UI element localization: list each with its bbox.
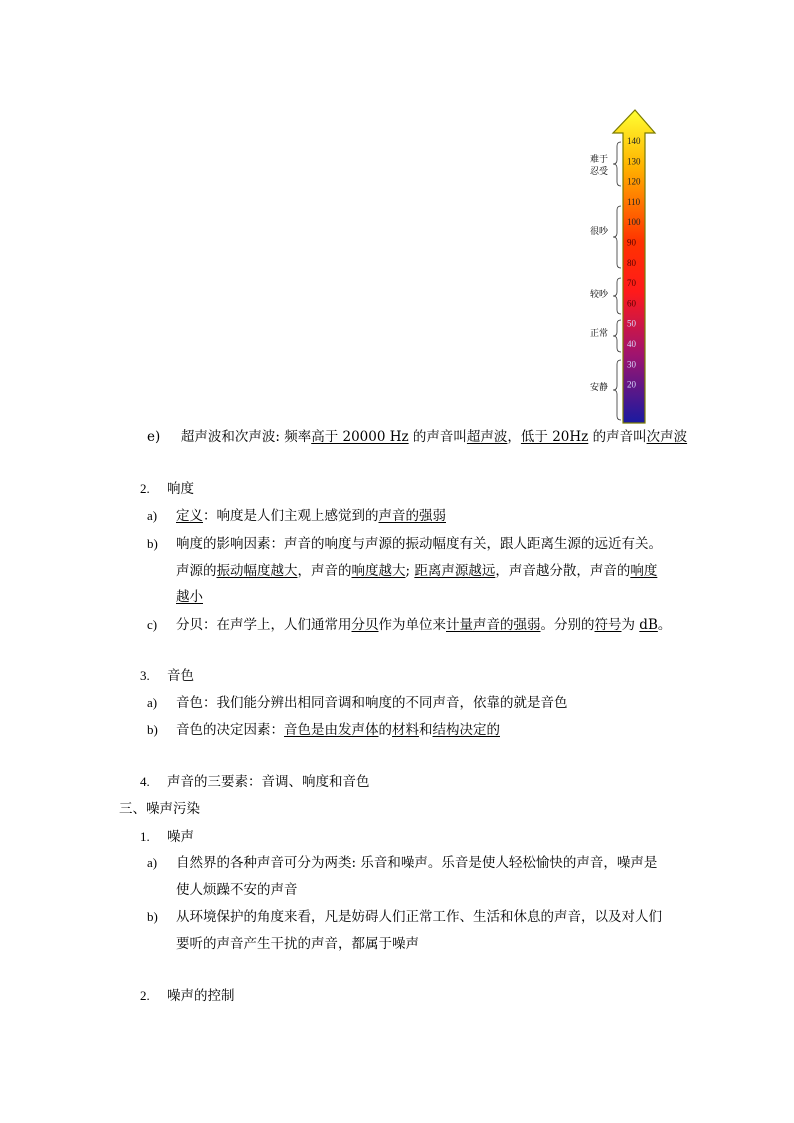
section-number: 1. [140, 829, 150, 844]
loudness-definition: 定义：响度是人们主观上感觉到的声音的强弱 [176, 508, 446, 524]
scale-tick-label: 90 [627, 237, 636, 248]
section-number: 2. [140, 988, 150, 1003]
noise-env-line2: 要听的声音产生干扰的声音，都属于噪声 [176, 936, 419, 952]
section-title-noise-control: 噪声的控制 [167, 988, 235, 1004]
scale-category-label: 安静 [590, 383, 609, 393]
scale-tick-label: 130 [627, 156, 641, 167]
scale-tick-label: 80 [627, 257, 636, 268]
item-e-ultrasound: e) 超声波和次声波: 频率高于 20000 Hz 的声音叫超声波，低于 20Hz 的声音叫次声波 [147, 429, 688, 445]
scale-tick-label: 60 [627, 298, 636, 309]
timbre-factors: 音色的决定因素：音色是由发声体的材料和结构决定的 [176, 722, 500, 738]
loudness-factors-line3: 越小 [176, 589, 203, 605]
noise-def-line2: 使人烦躁不安的声音 [176, 882, 298, 898]
loudness-factors-line1: 响度的影响因素：声音的响度与声源的振动幅度有关，跟人距离生源的远近有关。 [176, 536, 662, 552]
scale-category-label: 正常 [590, 329, 609, 339]
scale-brace [613, 360, 621, 420]
noise-def-line1: 自然界的各种声音可分为两类: 乐音和噪声。乐音是使人轻松愉快的声音，噪声是 [176, 855, 658, 871]
list-marker: b) [147, 722, 158, 737]
scale-category-label: 很吵 [590, 227, 609, 237]
scale-tick-label: 40 [627, 339, 636, 349]
scale-category-label: 难于 [590, 155, 609, 165]
section-title-three-elements: 声音的三要素：音调、响度和音色 [167, 774, 370, 790]
timbre-definition: 音色：我们能分辨出相同音调和响度的不同声音，依靠的就是音色 [176, 695, 568, 711]
list-marker: a) [147, 855, 158, 870]
scale-brace [613, 206, 621, 268]
scale-tick-label: 70 [627, 278, 636, 289]
scale-tick-label: 110 [627, 196, 641, 207]
scale-category-label: 较吵 [590, 290, 609, 300]
list-marker: b) [147, 909, 158, 924]
section-title-noise: 噪声 [167, 829, 194, 845]
decibel-definition: 分贝：在声学上，人们通常用分贝作为单位来计量声音的强弱。分别的符号为 dB。 [176, 617, 672, 633]
scale-category-label: 忍受 [590, 167, 609, 177]
list-marker: c) [147, 617, 158, 632]
scale-tick-label: 120 [627, 176, 641, 187]
list-marker: a) [147, 695, 158, 710]
noise-env-line1: 从环境保护的角度来看，凡是妨碍人们正常工作、生活和休息的声音，以及对人们 [176, 909, 662, 925]
section-title-loudness: 响度 [167, 481, 194, 497]
scale-tick-label: 50 [627, 318, 636, 329]
section-number: 2. [140, 481, 150, 496]
loudness-factors-line2: 声源的振动幅度越大，声音的响度越大; 距离声源越远，声音越分散，声音的响度 [176, 563, 658, 579]
scale-tick-label: 30 [627, 359, 636, 370]
scale-brace [613, 142, 621, 186]
scale-brace [613, 320, 621, 352]
scale-brace [613, 278, 621, 314]
part-heading-noise-pollution: 三、噪声污染 [119, 801, 200, 817]
list-marker: b) [147, 536, 158, 551]
section-number: 3. [140, 668, 150, 683]
scale-tick-label: 100 [627, 217, 641, 228]
scale-tick-label: 140 [627, 136, 641, 146]
decibel-scale-figure [585, 108, 665, 426]
list-marker: a) [147, 508, 158, 523]
list-marker: e) [147, 429, 161, 445]
section-number: 4. [140, 774, 150, 789]
scale-tick-label: 20 [627, 379, 636, 390]
section-title-timbre: 音色 [167, 668, 194, 684]
